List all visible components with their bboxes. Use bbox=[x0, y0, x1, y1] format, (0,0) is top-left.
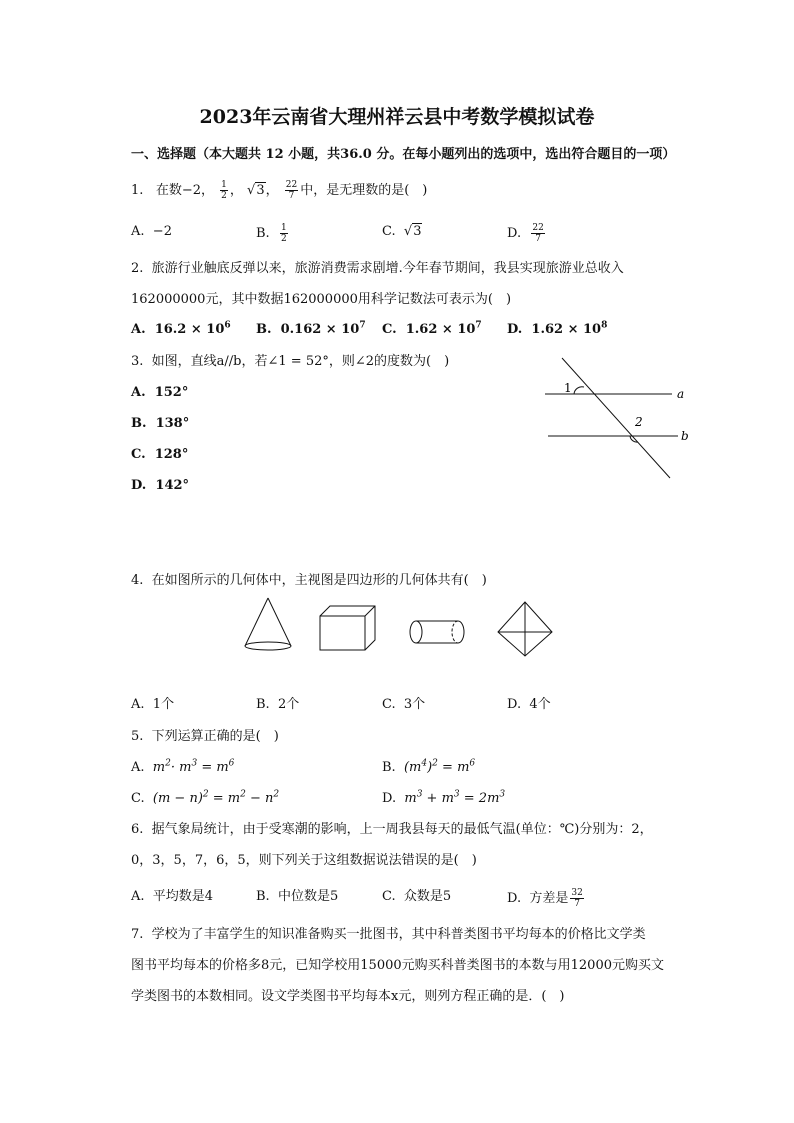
question-6: 6. 据气象局统计，由于受寒潮的影响，上一周我县每天的最低气温(单位：℃)分别为：2， bbox=[131, 822, 653, 837]
question-7: 7. 学校为了丰富学生的知识准备购买一批图书，其中科普类图书平均每本的价格比文学类 bbox=[131, 927, 646, 942]
option-a[interactable]: A. −2 bbox=[131, 224, 172, 239]
option-a[interactable]: A. $m^2\cdot m^3 = m^6$ bbox=[131, 758, 235, 775]
option-c[interactable]: C. 3个 bbox=[382, 697, 426, 712]
option-a[interactable]: A. 1个 bbox=[131, 697, 175, 712]
question-6-line2: 0，3，5，7，6，5，则下列关于这组数据说法错误的是( ) bbox=[131, 853, 477, 868]
separator: ， bbox=[265, 183, 279, 198]
line-b-label: b bbox=[681, 429, 689, 443]
option-d[interactable]: D. $1.62 \times 10^8$ bbox=[507, 320, 608, 337]
question-1 bbox=[131, 180, 427, 201]
question-7-line2: 图书平均每本的价格多8元，已知学校用15000元购买科普类图书的本数与用12000元购买文 bbox=[131, 958, 664, 973]
option-c[interactable]: C. 众数是5 bbox=[382, 889, 452, 904]
question-2: 2. 旅游行业触底反弹以来，旅游消费需求剧增.今年春节期间，我县实现旅游业总收入 bbox=[131, 261, 624, 276]
option-c[interactable]: C. $1.62 \times 10^7$ bbox=[382, 320, 482, 337]
fraction: $\frac{22}{7}$ bbox=[285, 180, 298, 201]
angle-1-label: 1 bbox=[564, 381, 572, 395]
math-value: −2， bbox=[181, 183, 214, 198]
double-pyramid-shape bbox=[498, 602, 552, 656]
question-text: 在数 bbox=[155, 183, 182, 198]
solids-figure bbox=[238, 594, 558, 658]
question-3: 3. 如图，直线a//b，若∠1 = 52°，则∠2的度数为( ) bbox=[131, 354, 450, 369]
fraction: $\frac{1}{2}$ bbox=[221, 180, 227, 201]
option-d[interactable]: D. 4个 bbox=[507, 697, 551, 712]
option-d[interactable]: D. $\frac{22}{7}$ bbox=[507, 223, 544, 244]
question-4: 4. 在如图所示的几何体中，主视图是四边形的几何体共有( ) bbox=[131, 573, 487, 588]
line-a-label: a bbox=[677, 387, 685, 401]
question-2-line2: 162000000元，其中数据162000000用科学记数法可表示为( ) bbox=[131, 292, 512, 307]
question-7-line3: 学类图书的本数相同。设文学类图书平均每本x元，则列方程正确的是．( ) bbox=[131, 989, 565, 1004]
option-b[interactable]: B. $\frac{1}{2}$ bbox=[256, 223, 287, 244]
parallel-lines-figure bbox=[540, 352, 700, 484]
option-d[interactable]: D. $m^3 + m^3 = 2m^3$ bbox=[382, 789, 506, 806]
cylinder-shape bbox=[410, 621, 464, 643]
section-heading: 一、选择题（本大题共 12 小题，共36.0 分。在每小题列出的选项中，选出符合题目的一项） bbox=[131, 147, 676, 162]
option-c[interactable]: C. √3 bbox=[382, 224, 422, 239]
question-number: 1. bbox=[131, 183, 144, 198]
separator: ， bbox=[229, 183, 243, 198]
option-a[interactable]: A. 152° bbox=[131, 385, 189, 400]
question-text: 中，是无理数的是( ) bbox=[300, 183, 428, 198]
option-d[interactable]: D. 方差是 $\frac{32}{7}$ bbox=[507, 888, 583, 909]
option-b[interactable]: B. 138° bbox=[131, 416, 190, 431]
cone-shape bbox=[245, 598, 291, 650]
option-b[interactable]: B. 中位数是5 bbox=[256, 889, 339, 904]
option-d[interactable]: D. 142° bbox=[131, 478, 190, 493]
page-title: 2023年云南省大理州祥云县中考数学模拟试卷 bbox=[199, 106, 595, 128]
sqrt-value: √3 bbox=[247, 183, 265, 198]
option-c[interactable]: C. $(m - n)^2 = m^2 - n^2$ bbox=[131, 789, 280, 806]
option-a[interactable]: A. $16.2 \times 10^6$ bbox=[131, 320, 231, 337]
angle-2-label: 2 bbox=[635, 415, 643, 429]
option-b[interactable]: B. $(m^4)^2 = m^6$ bbox=[382, 758, 476, 775]
cuboid-shape bbox=[320, 606, 375, 650]
option-b[interactable]: B. 2个 bbox=[256, 697, 300, 712]
transversal bbox=[562, 358, 670, 478]
option-b[interactable]: B. $0.162 \times 10^7$ bbox=[256, 320, 366, 337]
question-5: 5. 下列运算正确的是( ) bbox=[131, 729, 279, 744]
option-c[interactable]: C. 128° bbox=[131, 447, 189, 462]
option-a[interactable]: A. 平均数是4 bbox=[131, 889, 214, 904]
angle-1-arc bbox=[574, 387, 584, 394]
